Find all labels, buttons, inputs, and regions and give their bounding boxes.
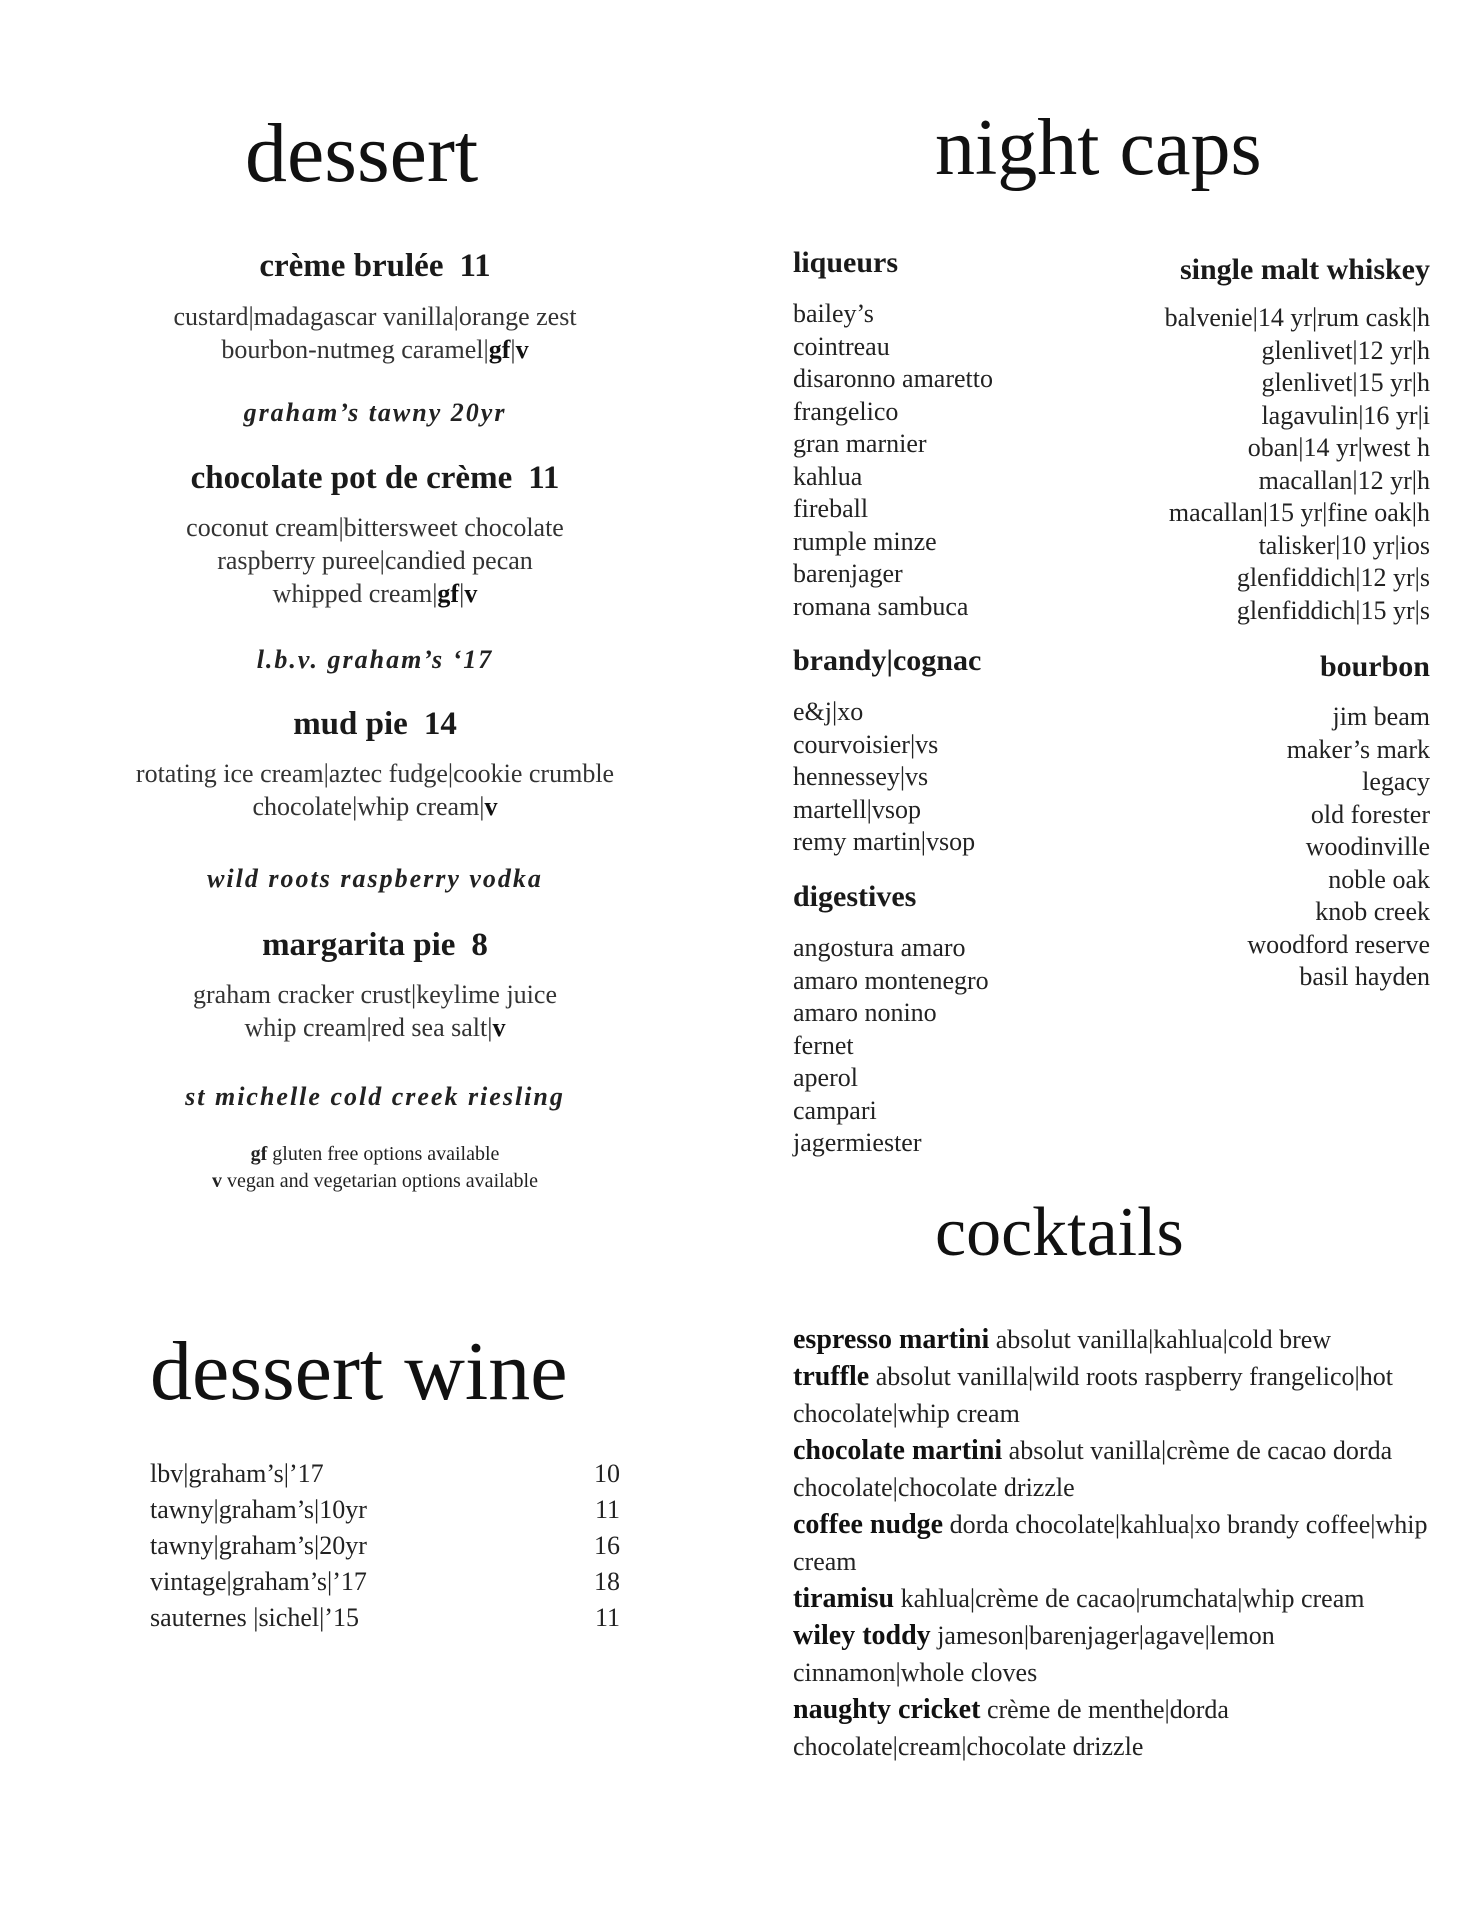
list-item: fernet [793, 1030, 854, 1060]
single-malt-heading: single malt whiskey [1179, 253, 1430, 286]
wine-row: tawny|graham’s|10yr 11 [150, 1492, 620, 1528]
dessert-item-price: 8 [471, 927, 488, 963]
list-item: angostura amaro [793, 933, 966, 962]
cocktail-item: naughty cricket crème de menthe|dorda chocolate|cream|chocolate drizzle [793, 1694, 1229, 1761]
dessert-item-desc: custard|madagascar vanilla|orange zest bourbon-nutmeg caramel|gf|v [173, 302, 577, 364]
list-item: jagermiester [793, 1128, 922, 1157]
cocktails-list [793, 1321, 1433, 1765]
dessert-pairing: st michelle cold creek riesling [185, 1082, 565, 1111]
cocktails-title: cocktails [935, 1194, 1184, 1271]
dessert-item-name: crème brulée 11 [259, 248, 491, 284]
list-item: maker’s mark [1286, 734, 1430, 764]
single-malt-list [1060, 302, 1430, 627]
wine-row: lbv|graham’s|’17 10 [150, 1456, 620, 1492]
list-item: fireball [793, 494, 869, 523]
list-item: macallan|12 yr|h [1258, 465, 1430, 495]
dessert-item-price: 14 [423, 706, 457, 742]
cocktail-item: coffee nudge dorda chocolate|kahlua|xo brandy coffee|whip cream [793, 1509, 1428, 1576]
brandy-heading: brandy|cognac [793, 644, 982, 677]
list-item: glenfiddich|12 yr|s [1236, 563, 1430, 592]
list-item: hennessey|vs [793, 762, 929, 791]
list-item: basil hayden [1299, 962, 1430, 991]
list-item: courvoisier|vs [793, 729, 939, 759]
wine-row: sauternes |sichel|’15 11 [150, 1600, 620, 1636]
bourbon-list [1060, 701, 1430, 994]
list-item: macallan|15 yr|fine oak|h [1168, 498, 1430, 527]
single-malt-section [1060, 255, 1430, 627]
list-item: old forester [1310, 799, 1430, 829]
list-item: e&j|xo [793, 697, 864, 726]
cocktail-name: wiley toddy [793, 1620, 931, 1651]
list-item: glenlivet|12 yr|h [1261, 335, 1430, 365]
cocktail-name: truffle [793, 1361, 870, 1392]
list-item: disaronno amaretto [793, 364, 993, 393]
wine-row: vintage|graham’s|’17 18 [150, 1564, 620, 1600]
cocktail-name: espresso martini [793, 1324, 990, 1355]
night-caps-title: night caps [935, 104, 1262, 192]
dessert-pairing: l.b.v. graham’s ‘17 [256, 645, 494, 674]
list-item: kahlua [793, 461, 863, 491]
wine-price: 11 [594, 1603, 620, 1632]
wine-price: 11 [594, 1495, 620, 1524]
liqueurs-heading: liqueurs [793, 246, 899, 279]
list-item: oban|14 yr|west h [1247, 433, 1430, 462]
cocktail-name: tiramisu [793, 1583, 895, 1614]
dessert-item-price: 11 [459, 248, 491, 284]
list-item: balvenie|14 yr|rum cask|h [1164, 303, 1430, 332]
dessert-item-name: chocolate pot de crème 11 [190, 460, 560, 496]
dessert-item-name: mud pie 14 [293, 706, 457, 742]
list-item: talisker|10 yr|ios [1258, 530, 1430, 560]
wine-price: 18 [594, 1567, 620, 1596]
list-item: legacy [1362, 767, 1430, 796]
wine-price: 16 [594, 1531, 620, 1560]
wine-row: tawny|graham’s|20yr 16 [150, 1528, 620, 1564]
cocktail-name: chocolate martini [793, 1435, 1003, 1466]
list-item: remy martin|vsop [793, 827, 976, 856]
list-item: woodinville [1305, 832, 1430, 861]
dessert-pairing: wild roots raspberry vodka [207, 864, 543, 893]
list-item: aperol [793, 1063, 858, 1092]
dessert-wine-list [150, 1456, 620, 1636]
list-item: noble oak [1328, 864, 1430, 894]
list-item: rumple minze [793, 526, 937, 556]
list-item: amaro montenegro [793, 965, 989, 995]
bourbon-section [1060, 652, 1430, 994]
bourbon-heading: bourbon [1319, 650, 1430, 683]
cocktail-item: wiley toddy jameson|barenjager|agave|lemon cinnamon|whole cloves [793, 1620, 1275, 1687]
dessert-item-margarita-pie [80, 929, 670, 1044]
list-item: woodford reserve [1247, 929, 1430, 959]
list-item: bailey’s [793, 299, 874, 328]
list-item: gran marnier [793, 429, 927, 458]
list-item: lagavulin|16 yr|i [1261, 400, 1430, 430]
dessert-item-price: 11 [528, 460, 560, 496]
list-item: amaro nonino [793, 998, 937, 1027]
dessert-item-creme-brulee [80, 250, 670, 366]
cocktail-item: tiramisu kahlua|crème de cacao|rumchata|whip cream [793, 1583, 1365, 1614]
dessert-pairing: graham’s tawny 20yr [243, 398, 507, 427]
dessert-title: dessert [245, 107, 479, 200]
list-item: campari [793, 1095, 877, 1125]
cocktail-item: espresso martini absolut vanilla|kahlua|cold brew [793, 1324, 1332, 1355]
cocktail-item: truffle absolut vanilla|wild roots raspberry frangelico|hot chocolate|whip cream [793, 1361, 1393, 1428]
list-item: jim beam [1332, 702, 1430, 731]
dessert-item-name: margarita pie 8 [262, 927, 488, 963]
list-item: martell|vsop [793, 794, 921, 824]
dessert-wine-title: dessert wine [150, 1325, 568, 1418]
wine-price: 10 [594, 1459, 620, 1488]
cocktail-item: chocolate martini absolut vanilla|crème de cacao dorda chocolate|chocolate drizzle [793, 1435, 1393, 1502]
dessert-item-mud-pie [80, 708, 670, 823]
list-item: frangelico [793, 396, 899, 426]
dessert-item-desc: rotating ice cream|aztec fudge|cookie crumble chocolate|whip cream|v [135, 759, 615, 821]
cocktail-name: naughty cricket [793, 1694, 981, 1725]
list-item: romana sambuca [793, 591, 969, 621]
cocktail-name: coffee nudge [793, 1509, 944, 1540]
list-item: glenfiddich|15 yr|s [1236, 595, 1430, 625]
dessert-item-desc: coconut cream|bittersweet chocolate raspberry puree|candied pecan whipped cream|gf|v [186, 513, 564, 608]
digestives-heading: digestives [793, 880, 917, 913]
dessert-item-chocolate-pot [80, 462, 670, 610]
list-item: glenlivet|15 yr|h [1261, 368, 1430, 397]
list-item: barenjager [793, 559, 903, 588]
list-item: cointreau [793, 331, 890, 361]
dessert-item-desc: graham cracker crust|keylime juice whip cream|red sea salt|v [193, 980, 557, 1042]
dietary-legend: gf gluten free options available v vegan and vegetarian options available [212, 1143, 538, 1192]
list-item: knob creek [1315, 897, 1430, 926]
